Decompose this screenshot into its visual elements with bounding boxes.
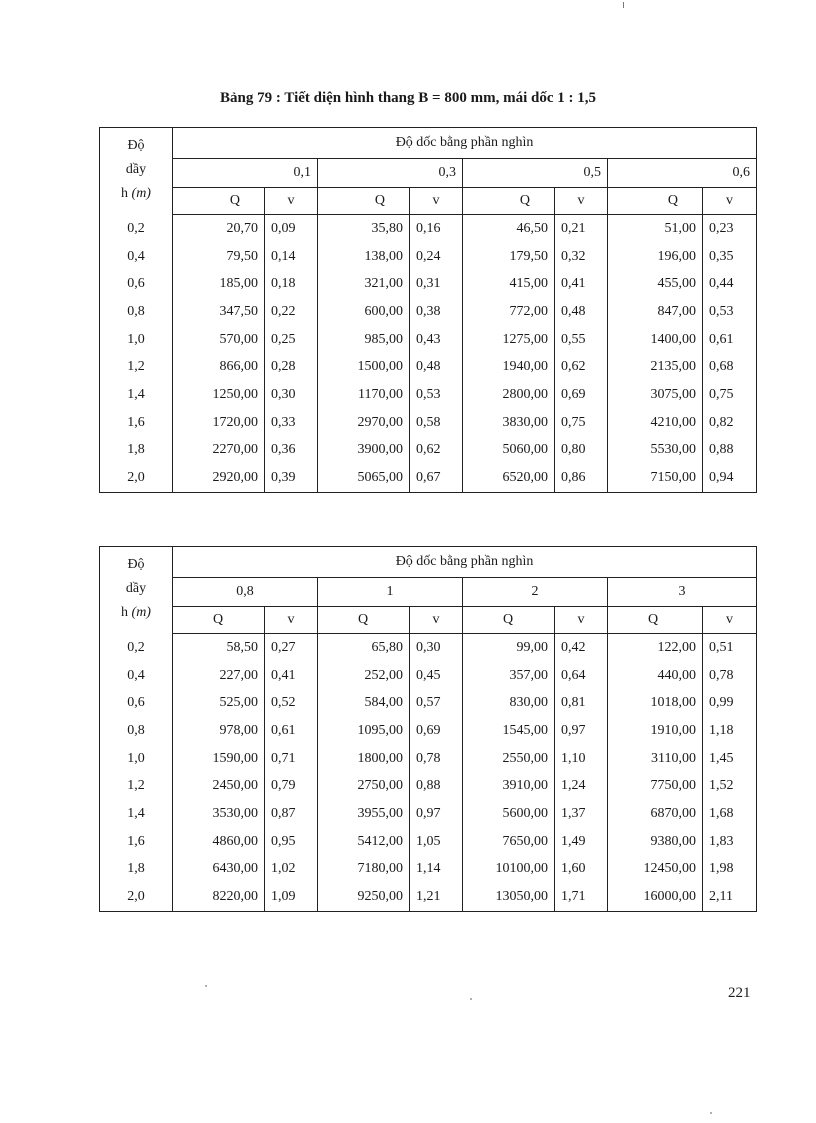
velocity-cell: 0,58 xyxy=(410,409,463,437)
discharge-cell: 7180,00 xyxy=(318,856,410,884)
discharge-cell: 7650,00 xyxy=(463,828,555,856)
discharge-cell: 847,00 xyxy=(608,298,703,326)
discharge-cell: 2450,00 xyxy=(173,772,265,800)
discharge-cell: 2135,00 xyxy=(608,353,703,381)
depth-cell: 0,2 xyxy=(100,634,173,662)
discharge-cell: 584,00 xyxy=(318,689,410,717)
discharge-cell: 5065,00 xyxy=(318,464,410,492)
table-row xyxy=(100,298,757,326)
discharge-cell: 46,50 xyxy=(463,215,555,243)
q-column-header: Q xyxy=(318,607,410,634)
table-row xyxy=(100,662,757,690)
discharge-cell: 3530,00 xyxy=(173,800,265,828)
slope-value: 0,6 xyxy=(608,159,757,188)
discharge-cell: 985,00 xyxy=(318,326,410,354)
velocity-cell: 0,64 xyxy=(555,662,608,690)
discharge-cell: 2550,00 xyxy=(463,745,555,773)
discharge-cell: 2970,00 xyxy=(318,409,410,437)
q-column-header: Q xyxy=(318,188,410,215)
slope-value: 0,5 xyxy=(463,159,608,188)
velocity-cell: 0,36 xyxy=(265,437,318,465)
discharge-cell: 2920,00 xyxy=(173,464,265,492)
depth-header xyxy=(100,547,173,634)
q-column-header: Q xyxy=(608,188,703,215)
velocity-cell: 1,18 xyxy=(703,717,757,745)
v-column-header: v xyxy=(555,188,608,215)
discharge-cell: 16000,00 xyxy=(608,883,703,911)
discharge-cell: 1800,00 xyxy=(318,745,410,773)
velocity-cell: 0,97 xyxy=(410,800,463,828)
depth-header-line1: Độ xyxy=(127,138,145,153)
table-body xyxy=(100,634,757,912)
velocity-cell: 0,88 xyxy=(410,772,463,800)
slope-header: Độ dốc bằng phần nghìn xyxy=(173,547,757,578)
discharge-cell: 1910,00 xyxy=(608,717,703,745)
table-row xyxy=(100,243,757,271)
velocity-cell: 0,99 xyxy=(703,689,757,717)
velocity-cell: 0,39 xyxy=(265,464,318,492)
velocity-cell: 0,27 xyxy=(265,634,318,662)
velocity-cell: 1,60 xyxy=(555,856,608,884)
discharge-cell: 866,00 xyxy=(173,353,265,381)
velocity-cell: 1,71 xyxy=(555,883,608,911)
discharge-cell: 772,00 xyxy=(463,298,555,326)
v-column-header: v xyxy=(703,188,757,215)
velocity-cell: 0,61 xyxy=(265,717,318,745)
table-row xyxy=(100,634,757,662)
velocity-cell: 0,88 xyxy=(703,437,757,465)
velocity-cell: 1,02 xyxy=(265,856,318,884)
velocity-cell: 0,30 xyxy=(410,634,463,662)
discharge-cell: 1500,00 xyxy=(318,353,410,381)
slope-value: 0,8 xyxy=(173,578,318,607)
table-row xyxy=(100,828,757,856)
discharge-cell: 830,00 xyxy=(463,689,555,717)
depth-cell: 1,6 xyxy=(100,409,173,437)
table-row xyxy=(100,856,757,884)
discharge-cell: 600,00 xyxy=(318,298,410,326)
velocity-cell: 0,82 xyxy=(703,409,757,437)
velocity-cell: 0,75 xyxy=(703,381,757,409)
scan-speck xyxy=(205,985,207,987)
discharge-cell: 196,00 xyxy=(608,243,703,271)
velocity-cell: 0,52 xyxy=(265,689,318,717)
depth-cell: 0,6 xyxy=(100,689,173,717)
discharge-cell: 7750,00 xyxy=(608,772,703,800)
slope-header: Độ dốc bằng phần nghìn xyxy=(173,128,757,159)
table-row xyxy=(100,437,757,465)
q-column-header: Q xyxy=(173,607,265,634)
velocity-cell: 0,80 xyxy=(555,437,608,465)
table-row xyxy=(100,464,757,492)
discharge-cell: 1250,00 xyxy=(173,381,265,409)
velocity-cell: 0,62 xyxy=(410,437,463,465)
depth-cell: 0,6 xyxy=(100,270,173,298)
velocity-cell: 0,48 xyxy=(555,298,608,326)
q-column-header: Q xyxy=(463,607,555,634)
slope-value: 1 xyxy=(318,578,463,607)
depth-cell: 2,0 xyxy=(100,883,173,911)
v-column-header: v xyxy=(555,607,608,634)
depth-cell: 0,4 xyxy=(100,662,173,690)
velocity-cell: 0,69 xyxy=(410,717,463,745)
discharge-cell: 65,80 xyxy=(318,634,410,662)
discharge-cell: 357,00 xyxy=(463,662,555,690)
depth-header-line2: dầy xyxy=(125,581,147,596)
discharge-cell: 3830,00 xyxy=(463,409,555,437)
velocity-cell: 0,22 xyxy=(265,298,318,326)
velocity-cell: 0,53 xyxy=(410,381,463,409)
discharge-cell: 2750,00 xyxy=(318,772,410,800)
slope-value: 2 xyxy=(463,578,608,607)
discharge-cell: 5530,00 xyxy=(608,437,703,465)
page-title: Bảng 79 : Tiết diện hình thang B = 800 mm, mái dốc 1 : 1,5 xyxy=(220,90,596,106)
discharge-cell: 5600,00 xyxy=(463,800,555,828)
discharge-cell: 79,50 xyxy=(173,243,265,271)
velocity-cell: 1,52 xyxy=(703,772,757,800)
depth-header xyxy=(100,128,173,215)
velocity-cell: 0,09 xyxy=(265,215,318,243)
depth-cell: 1,4 xyxy=(100,381,173,409)
discharge-cell: 122,00 xyxy=(608,634,703,662)
velocity-cell: 0,67 xyxy=(410,464,463,492)
discharge-cell: 1095,00 xyxy=(318,717,410,745)
velocity-cell: 0,62 xyxy=(555,353,608,381)
slope-value: 0,3 xyxy=(318,159,463,188)
discharge-cell: 1545,00 xyxy=(463,717,555,745)
page-number: 221 xyxy=(728,985,751,1001)
discharge-cell: 415,00 xyxy=(463,270,555,298)
depth-cell: 1,4 xyxy=(100,800,173,828)
velocity-cell: 0,38 xyxy=(410,298,463,326)
velocity-cell: 0,53 xyxy=(703,298,757,326)
velocity-cell: 0,21 xyxy=(555,215,608,243)
scan-speck xyxy=(710,1112,712,1114)
velocity-cell: 0,81 xyxy=(555,689,608,717)
depth-cell: 0,4 xyxy=(100,243,173,271)
depth-cell: 1,8 xyxy=(100,856,173,884)
velocity-cell: 0,24 xyxy=(410,243,463,271)
discharge-cell: 9250,00 xyxy=(318,883,410,911)
discharge-cell: 525,00 xyxy=(173,689,265,717)
discharge-cell: 1400,00 xyxy=(608,326,703,354)
velocity-cell: 0,75 xyxy=(555,409,608,437)
discharge-cell: 7150,00 xyxy=(608,464,703,492)
discharge-cell: 3075,00 xyxy=(608,381,703,409)
velocity-cell: 2,11 xyxy=(703,883,757,911)
v-column-header: v xyxy=(410,188,463,215)
discharge-cell: 179,50 xyxy=(463,243,555,271)
depth-cell: 1,2 xyxy=(100,772,173,800)
velocity-cell: 0,69 xyxy=(555,381,608,409)
velocity-cell: 0,78 xyxy=(703,662,757,690)
discharge-cell: 3110,00 xyxy=(608,745,703,773)
table-row xyxy=(100,689,757,717)
flow-table-2 xyxy=(99,546,757,912)
velocity-cell: 0,42 xyxy=(555,634,608,662)
velocity-cell: 1,49 xyxy=(555,828,608,856)
velocity-cell: 0,28 xyxy=(265,353,318,381)
velocity-cell: 0,30 xyxy=(265,381,318,409)
velocity-cell: 0,95 xyxy=(265,828,318,856)
discharge-cell: 252,00 xyxy=(318,662,410,690)
velocity-cell: 0,51 xyxy=(703,634,757,662)
discharge-cell: 58,50 xyxy=(173,634,265,662)
scan-speck xyxy=(470,998,472,1000)
depth-header-line1: Độ xyxy=(127,557,145,572)
velocity-cell: 0,41 xyxy=(555,270,608,298)
velocity-cell: 1,24 xyxy=(555,772,608,800)
table-row xyxy=(100,215,757,243)
velocity-cell: 0,43 xyxy=(410,326,463,354)
velocity-cell: 0,97 xyxy=(555,717,608,745)
depth-cell: 1,6 xyxy=(100,828,173,856)
depth-cell: 1,0 xyxy=(100,326,173,354)
table-row xyxy=(100,381,757,409)
velocity-cell: 0,31 xyxy=(410,270,463,298)
table-body xyxy=(100,215,757,493)
discharge-cell: 1940,00 xyxy=(463,353,555,381)
velocity-cell: 1,05 xyxy=(410,828,463,856)
discharge-cell: 8220,00 xyxy=(173,883,265,911)
velocity-cell: 0,23 xyxy=(703,215,757,243)
velocity-cell: 0,71 xyxy=(265,745,318,773)
velocity-cell: 0,94 xyxy=(703,464,757,492)
discharge-cell: 185,00 xyxy=(173,270,265,298)
discharge-cell: 12450,00 xyxy=(608,856,703,884)
v-column-header: v xyxy=(703,607,757,634)
velocity-cell: 0,68 xyxy=(703,353,757,381)
discharge-cell: 9380,00 xyxy=(608,828,703,856)
velocity-cell: 0,33 xyxy=(265,409,318,437)
discharge-cell: 2270,00 xyxy=(173,437,265,465)
velocity-cell: 0,25 xyxy=(265,326,318,354)
velocity-cell: 1,09 xyxy=(265,883,318,911)
q-column-header: Q xyxy=(463,188,555,215)
discharge-cell: 4210,00 xyxy=(608,409,703,437)
discharge-cell: 99,00 xyxy=(463,634,555,662)
velocity-cell: 1,68 xyxy=(703,800,757,828)
discharge-cell: 1720,00 xyxy=(173,409,265,437)
velocity-cell: 0,14 xyxy=(265,243,318,271)
discharge-cell: 321,00 xyxy=(318,270,410,298)
table-row xyxy=(100,270,757,298)
discharge-cell: 978,00 xyxy=(173,717,265,745)
discharge-cell: 6430,00 xyxy=(173,856,265,884)
flow-table-1 xyxy=(99,127,757,493)
velocity-cell: 1,10 xyxy=(555,745,608,773)
discharge-cell: 3900,00 xyxy=(318,437,410,465)
depth-header-line3: h (m) xyxy=(121,186,151,201)
discharge-cell: 455,00 xyxy=(608,270,703,298)
velocity-cell: 0,18 xyxy=(265,270,318,298)
discharge-cell: 138,00 xyxy=(318,243,410,271)
table-row xyxy=(100,717,757,745)
table-row xyxy=(100,326,757,354)
velocity-cell: 1,45 xyxy=(703,745,757,773)
v-column-header: v xyxy=(265,188,318,215)
discharge-cell: 1018,00 xyxy=(608,689,703,717)
discharge-cell: 4860,00 xyxy=(173,828,265,856)
table-row xyxy=(100,353,757,381)
v-column-header: v xyxy=(265,607,318,634)
discharge-cell: 10100,00 xyxy=(463,856,555,884)
discharge-cell: 5060,00 xyxy=(463,437,555,465)
discharge-cell: 227,00 xyxy=(173,662,265,690)
discharge-cell: 570,00 xyxy=(173,326,265,354)
depth-cell: 0,8 xyxy=(100,717,173,745)
depth-header-line2: dầy xyxy=(125,162,147,177)
q-column-header: Q xyxy=(608,607,703,634)
scan-mark xyxy=(623,2,624,8)
depth-cell: 0,2 xyxy=(100,215,173,243)
velocity-cell: 1,83 xyxy=(703,828,757,856)
velocity-cell: 0,35 xyxy=(703,243,757,271)
depth-cell: 2,0 xyxy=(100,464,173,492)
discharge-cell: 35,80 xyxy=(318,215,410,243)
velocity-cell: 1,98 xyxy=(703,856,757,884)
table-row xyxy=(100,800,757,828)
velocity-cell: 0,48 xyxy=(410,353,463,381)
velocity-cell: 0,79 xyxy=(265,772,318,800)
table-row xyxy=(100,409,757,437)
depth-header-line3: h (m) xyxy=(121,605,151,620)
slope-value: 3 xyxy=(608,578,757,607)
velocity-cell: 1,21 xyxy=(410,883,463,911)
discharge-cell: 440,00 xyxy=(608,662,703,690)
velocity-cell: 0,61 xyxy=(703,326,757,354)
discharge-cell: 6870,00 xyxy=(608,800,703,828)
velocity-cell: 0,45 xyxy=(410,662,463,690)
discharge-cell: 20,70 xyxy=(173,215,265,243)
depth-cell: 1,2 xyxy=(100,353,173,381)
discharge-cell: 347,50 xyxy=(173,298,265,326)
discharge-cell: 1170,00 xyxy=(318,381,410,409)
velocity-cell: 0,78 xyxy=(410,745,463,773)
velocity-cell: 0,41 xyxy=(265,662,318,690)
velocity-cell: 0,16 xyxy=(410,215,463,243)
depth-cell: 0,8 xyxy=(100,298,173,326)
discharge-cell: 1590,00 xyxy=(173,745,265,773)
discharge-cell: 1275,00 xyxy=(463,326,555,354)
velocity-cell: 0,32 xyxy=(555,243,608,271)
velocity-cell: 0,57 xyxy=(410,689,463,717)
discharge-cell: 6520,00 xyxy=(463,464,555,492)
velocity-cell: 1,37 xyxy=(555,800,608,828)
discharge-cell: 5412,00 xyxy=(318,828,410,856)
velocity-cell: 0,87 xyxy=(265,800,318,828)
discharge-cell: 13050,00 xyxy=(463,883,555,911)
table-row xyxy=(100,745,757,773)
q-column-header: Q xyxy=(173,188,265,215)
table-row xyxy=(100,772,757,800)
discharge-cell: 2800,00 xyxy=(463,381,555,409)
discharge-cell: 3955,00 xyxy=(318,800,410,828)
slope-value: 0,1 xyxy=(173,159,318,188)
velocity-cell: 1,14 xyxy=(410,856,463,884)
discharge-cell: 3910,00 xyxy=(463,772,555,800)
table-row xyxy=(100,883,757,911)
depth-cell: 1,8 xyxy=(100,437,173,465)
velocity-cell: 0,55 xyxy=(555,326,608,354)
velocity-cell: 0,86 xyxy=(555,464,608,492)
velocity-cell: 0,44 xyxy=(703,270,757,298)
v-column-header: v xyxy=(410,607,463,634)
depth-cell: 1,0 xyxy=(100,745,173,773)
discharge-cell: 51,00 xyxy=(608,215,703,243)
